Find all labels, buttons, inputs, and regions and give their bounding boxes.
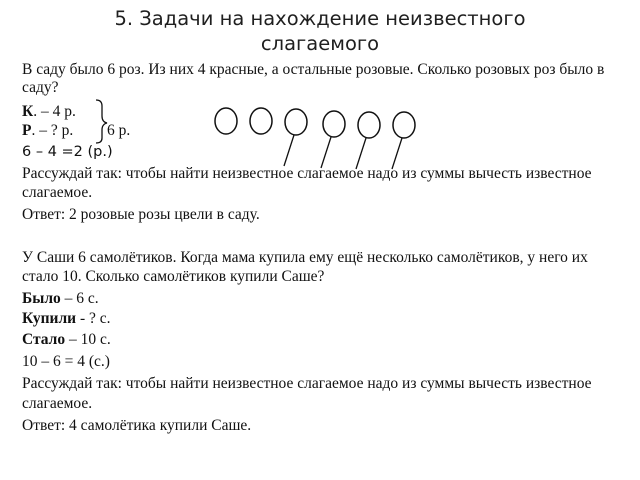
problem1-answer: Ответ: 2 розовые розы цвели в саду. — [22, 206, 260, 223]
rose-circle-4 — [323, 111, 345, 137]
bought-label: Купили — [22, 310, 77, 327]
r-label: Р — [22, 122, 32, 139]
title-line-2: слагаемого — [260, 32, 380, 55]
curly-brace — [96, 100, 107, 143]
problem2-answer: Ответ: 4 самолётика купили Саше. — [22, 417, 252, 434]
problem2-reason-line1: Рассуждай так: чтобы найти неизвестное слагаемое надо из суммы вычесть известное — [22, 375, 592, 392]
became-label: Стало — [22, 331, 66, 348]
problem1-total: 6 р. — [107, 122, 131, 139]
k-value: . – 4 р. — [33, 103, 76, 120]
problem2-equation: 10 – 6 = 4 (с.) — [22, 353, 110, 370]
rose-circle-2 — [250, 108, 272, 134]
problem1-reason-line1: Рассуждай так: чтобы найти неизвестное слагаемое надо из суммы вычесть известное — [22, 165, 592, 182]
was-value: – 6 с. — [60, 290, 99, 307]
problem1-reason-line2: слагаемое. — [22, 184, 93, 201]
rose-stem-5 — [356, 138, 366, 169]
became-value: – 10 с. — [65, 331, 111, 348]
rose-circle-3 — [285, 109, 307, 135]
r-value: . – ? р. — [31, 122, 74, 139]
rose-circle-5 — [358, 112, 380, 138]
was-label: Было — [22, 290, 61, 307]
problem1-text-line2: саду? — [22, 79, 59, 96]
problem2-text-line2: стало 10. Сколько самолётиков купили Саше? — [22, 268, 325, 285]
rose-stem-6 — [392, 138, 402, 169]
problem1-text-line1: В саду было 6 роз. Из них 4 красные, а остальные розовые. Сколько розовых роз было в — [22, 61, 605, 78]
bought-value: - ? с. — [76, 310, 111, 327]
rose-stem-3 — [284, 135, 294, 166]
problem1-equation: 6 – 4 =2 (р.) — [22, 144, 113, 160]
k-label: К — [22, 103, 34, 120]
problem2-reason-line2: слагаемое. — [22, 395, 93, 412]
problem2-text-line1: У Саши 6 самолётиков. Когда мама купила ему ещё несколько самолётиков, у него их — [22, 249, 588, 266]
rose-circle-1 — [215, 108, 237, 134]
title-line-1: 5. Задачи на нахождение неизвестного — [114, 7, 526, 30]
rose-circle-6 — [393, 112, 415, 138]
rose-stem-4 — [321, 137, 331, 168]
